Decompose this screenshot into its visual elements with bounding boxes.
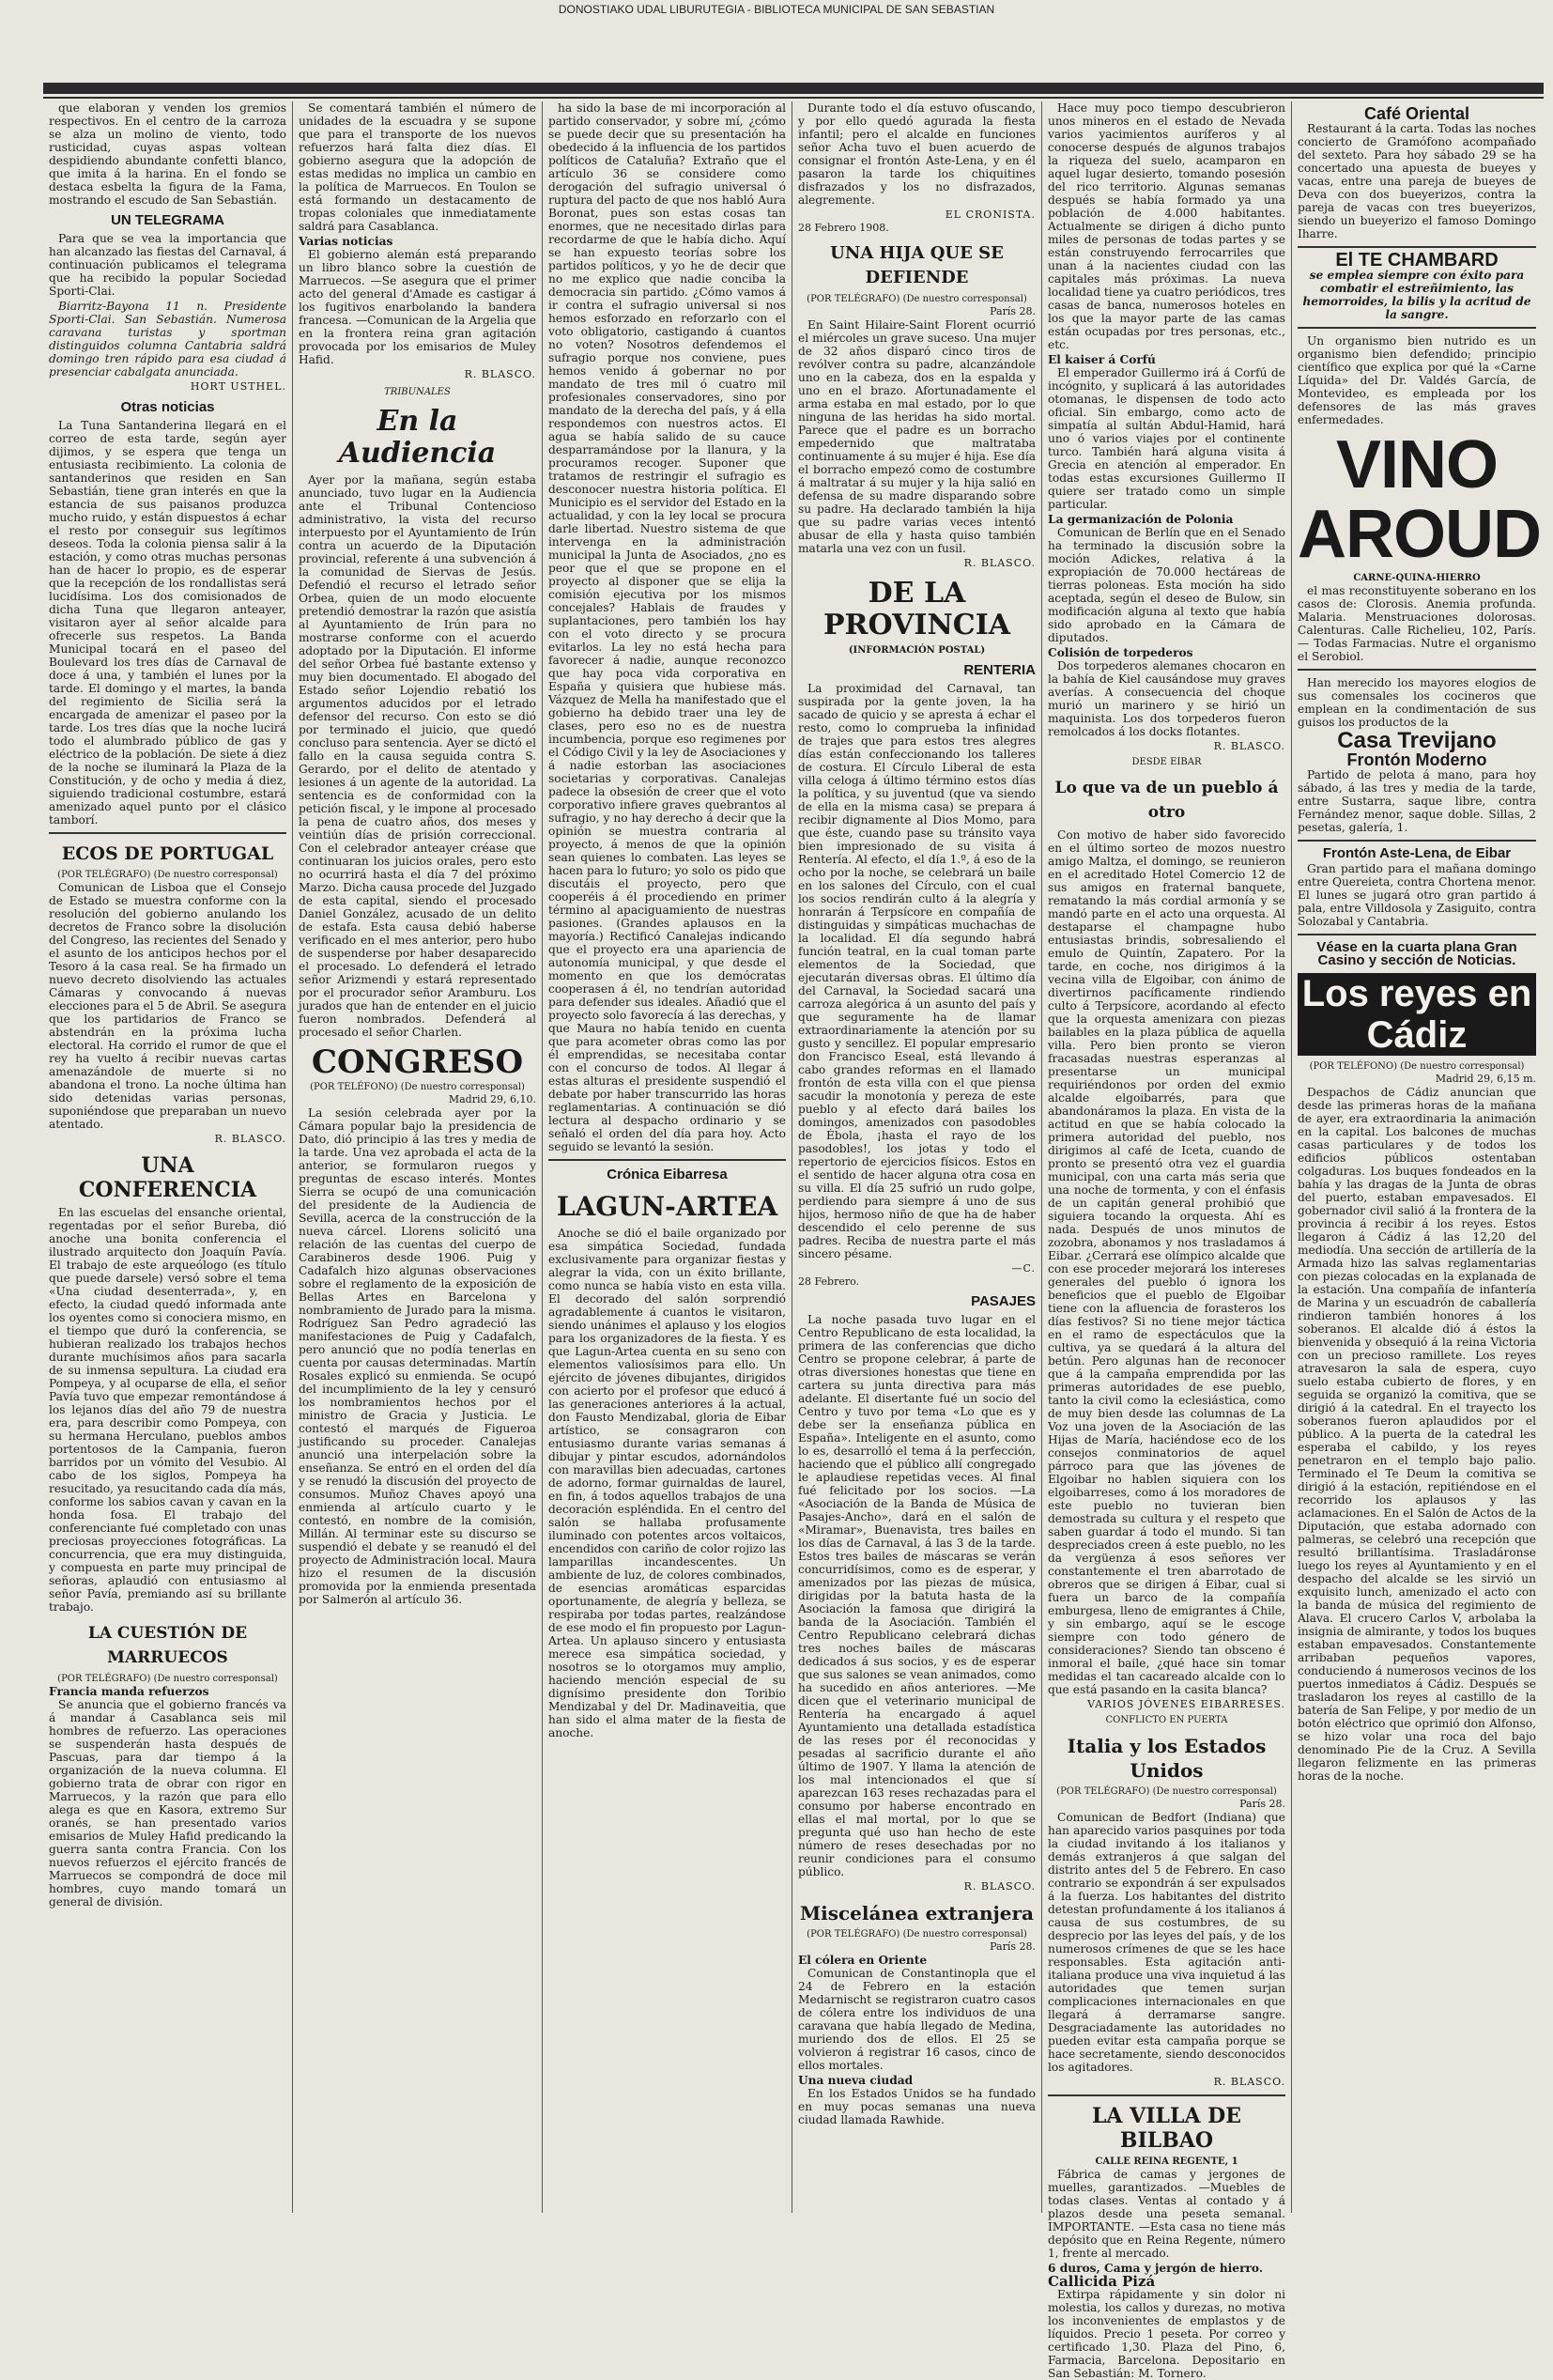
columns xyxy=(43,101,1542,2380)
ad-casa-trevijano: Casa Trevijano xyxy=(1337,728,1497,753)
ad-text: se emplea siempre con éxito para combatir el estreñimiento, las hemorroides, la bilis y la acritud de la sangre. xyxy=(1302,269,1531,321)
signature: HORT USTHEL. xyxy=(190,380,286,393)
ad-text: Fábrica de camas y jergones de muelles, garantizados. —Muebles de todas clases. Ventas al contado y á plazos desde una peseta semanal. IMPORTANTE. —Esta casa no tiene más depósito que en Reina Regente, número 1, frente al mercado. xyxy=(1048,2168,1285,2260)
ad-address: CALLE REINA REGENTE, 1 xyxy=(1095,2156,1238,2167)
headline-marruecos: LA CUESTIÓN DE MARRUECOS xyxy=(87,1624,248,1667)
headline-ecos-portugal: ECOS DE PORTUGAL xyxy=(61,843,274,864)
headline-italia: Italia y los Estados Unidos xyxy=(1067,1735,1267,1782)
signature: EL CRONISTA. xyxy=(945,209,1036,221)
signature: R. BLASCO. xyxy=(963,557,1036,569)
source-line: (POR TELÉFONO) (De nuestro corresponsal) xyxy=(1309,1061,1525,1072)
divider xyxy=(1298,934,1536,935)
article-text: que elaboran y venden los gremios respectivos. En el centro de la carroza se alza un molino de viento, todo rusticidad, cuyas aspas voltean despidiendo abundante confetti blanco, que imita á la harina. En el fondo se destaca esbelta la figura de la Fama, mostrando el escudo de San Sebastián. xyxy=(49,101,286,207)
article-text: Se anuncia que el gobierno francés va á mandar á Casablanca seis mil hombres de refuerzo. Las operaciones se suspenderán hasta después de Pascuas, para dar tiempo á la organización de la nueva columna. El gobierno trata de obrar con rigor en Marruecos, y la razón que para ello alega es que en Kasora, extremo Sur oranés, se han presentado varios emisarios de Muley Hafid predicando la guerra santa contra Francia. Con los nuevos refuerzos el ejército francés de Marruecos se compondrá de doce mil hombres, cuyo mando tomará un general de división. xyxy=(49,1698,286,1909)
article-text: Comunican de Constantinopla que el 24 de Febrero en la estación Medarnischt se registraron cuatro casos de cólera entre los individuos de una caravana que había llegado de Medina, muriendo dos de ellos. El 25 se volvieron á registrar 16 casos, cinco de ellos mortales. xyxy=(798,1967,1036,2072)
ad-text: el mas reconstituyente soberano en los casos de: Clorosis. Anemia profunda. Malaria. Menstruaciones dolorosas. Calenturas. Calle Richelieu, 102, París. — Todas Farmacias. Nutre el organismo el Serobiol. xyxy=(1298,584,1536,663)
ad-text: Extirpa rápidamente y sin dolor ni molestia, los callos y durezas, no motiva los inconvenientes de emplastos y de líquidos. Precio 1 peseta. Por correo y certificado 1,30. Plaza del Pino, 6, Farmacia, Barcelona. Depositario en San Sebastián: M. Tornero. xyxy=(1048,2288,1285,2380)
source-line: (POR TELÉGRAFO) (De nuestro corresponsal) xyxy=(807,294,1027,304)
source-line: (POR TELÉGRAFO) (De nuestro corresponsal) xyxy=(57,870,278,880)
dateline: Madrid 29, 6,10. xyxy=(448,1093,536,1105)
signature: R. BLASCO. xyxy=(214,1133,286,1145)
column-5 xyxy=(1042,101,1292,2380)
article-text: La sesión celebrada ayer por la Cámara popular bajo la presidencia de Dato, dió principio á las tres y media de la tarde. Una vez aprobada el acta de la anterior, se formularon ruegos y preguntas de escaso interés. Montes Sierra se ocupó de una comunicación del presidente de la Audiencia de Sevilla, acerca de la construcción de la nueva cárcel. Llorens solicitó una relación de las cuentas del cuerpo de Carabineros desde 1906. Puig y Cadafalch hizo algunas observaciones sobre el reglamento de la exposición de Bellas Artes en Barcelona y nombramiento de Jurado para la misma. Rodríguez San Pedro agradeció las manifestaciones de Puig y Cadafalch, pero anunció que no podía tenerlas en cuenta por causas determinadas. Martín Rosales explicó su enmienda. Se ocupó del incumplimiento de la ley y censuró los nombramientos hechos por el ministro de Gracia y Justicia. Le contestó el marqués de Figueroa justificando su proceder. Canalejas anunció una interpelación sobre la enseñanza. Se entró en el orden del día y se renudó la discusión del proyecto de consumos. Muñoz Chaves apoyó una enmienda al artículo cuarto y le contestó, en nombre de la comisión, Millán. Al terminar este su discurso se suspendió el debate y se reanudó el del proyecto de Administración local. Maura hizo el resumen de la discusión promovida por la enmienda presentada por Salmerón al artículo 36. xyxy=(299,1106,536,1606)
article-text: Durante todo el día estuvo ofuscando, y por ello quedó agurada la fiesta infantil; pero el alcalde en funciones señor Acha tuvo el buen acuerdo de consignar el frontón Aste-Lena, y en él pasaron la tarde los chiquitines disfrazados y los no disfrazados, alegremente. xyxy=(798,101,1036,207)
subheading: El cólera en Oriente xyxy=(798,1954,928,1967)
article-text: La Tuna Santanderina llegará en el correo de esta tarde, según ayer dijimos, y se espera que tenga un entusiasta recibimiento. La colonia de santanderinos que residen en San Sebastián, tiene gran interés en que la estancia de sus paisanos produzca mucho ruido, y están dispuestos á echar el resto por conseguir sus legítimos deseos. Toda la colonia piensa salir á la estación, y como otras muchas personas han de hacer lo propio, es de esperar que la recepción de los rondallistas será lucidísima. Los dos comisionados de dicha Tuna que llegaron anteayer, visitaron ayer al señor alcalde para ofrecerle sus respetos. La Banda Municipal tocará en el paseo del Boulevard los tres días de Carnaval de doce á una, y también el lunes por la tarde. El domingo y el martes, la banda del regimiento de Sicilia será la encargada de amenizar el paseo por la tarde. Los tres días que la noche lucirá todo el alumbrado público de gas y eléctrico de la población. De siete á diez de la noche se iluminará la Plaza de la Constitución, y de ocho y media á diez, siguiendo tradicional costumbre, estará amenizado aquel punto por el clásico tamborí. xyxy=(49,419,286,827)
divider xyxy=(1048,2094,1285,2096)
dateline: París 28. xyxy=(990,1940,1036,1953)
article-text: Para que se vea la importancia que han alcanzado las fiestas del Carnaval, á continuación publicamos el telegrama que ha recibido la popular Sociedad Sporti-Clai. xyxy=(49,232,286,298)
ad-cafe-oriental: Café Oriental xyxy=(1363,104,1470,123)
source-line: (POR TELÉFONO) (De nuestro corresponsal) xyxy=(310,1082,525,1092)
source-line: (INFORMACIÓN POSTAL) xyxy=(848,645,986,656)
headline-otras-noticias: Otras noticias xyxy=(120,399,215,415)
masthead-rule-thin xyxy=(43,97,1544,99)
headline-telegrama: UN TELEGRAMA xyxy=(111,212,224,228)
article-text: Hace muy poco tiempo descubrieron unos mineros en el estado de Nevada varios yacimientos auríferos y al conocerse después de algunos trabajos la riqueza del suelo, acamparon en aquel lugar desierto, tomando posesión del rico territorio. Algunas semanas después se había formado ya una población de 4.000 habitantes. Actualmente se dirigen á dicho punto miles de personas de todas partes y se están construyendo ferrocarriles que unan á la nacientes ciudad con las capitales más próximas. La nueva localidad tiene ya cuatro periódicos, tres casas de banca, numerosos hoteles en los que la mayor parte de las camas están ocupadas por tres personas, etc., etc. xyxy=(1048,101,1285,351)
telegram-quote: Biarritz-Bayona 11 n. Presidente Sporti-Clai. San Sebastián. Numerosa caravana turistas y sportman distinguidos columna Cantabria saldrá domingo tren rápido para esa ciudad á presenciar cabalgata anunciada. xyxy=(49,300,286,379)
ad-text: Un organismo bien nutrido es un organismo bien defendido; principio científico que explica por qué la «Carne Líquida» del Dr. Valdés García, de Montevideo, es empleada por los defensores de las más graves enfermedades. xyxy=(1298,334,1536,426)
article-text: El gobierno alemán está preparando un libro blanco sobre la cuestión de Marruecos. —Se asegura que el primer acto del general d'Amade es castigar á los fugitivos enarbolando la bandera francesa. —Comunican de la Argelia que en la frontera reina gran agitación provocada por los emisarios de Muley Hafid. xyxy=(299,248,536,366)
section-label: CONFLICTO EN PUERTA xyxy=(1105,1715,1228,1725)
date-line: 28 Febrero 1908. xyxy=(798,222,889,234)
divider xyxy=(1298,669,1536,671)
subheading: Colisión de torpederos xyxy=(1048,646,1193,659)
subheading: La germanización de Polonia xyxy=(1048,513,1234,526)
section-label: TRIBUNALES xyxy=(384,387,451,397)
ad-text: Han merecido los mayores elogios de sus comensales los cocineros que emplean en la condimentación de sus guisos los productos de la xyxy=(1298,676,1536,729)
date-line: 28 Febrero. xyxy=(798,1275,860,1288)
article-text: La noche pasada tuvo lugar en el Centro Republicano de esta localidad, la primera de las conferencias que dicho Centro se propone celebrar, á parte de otras diversiones honestas que tiene en cartera su junta directiva para más adelante. El disertante fué un socio del Centro y tuvo por tema «Lo que es y debe ser la enseñanza pública en España». Inteligente en el asunto, como lo es, desarrolló el tema á la perfección, haciendo que el público allí congregado le aplaudiese repetidas veces. Al final fué felicitado por los socios. —La «Asociación de la Banda de Música de Pasajes-Ancho», dará en el salón de «Miramar», Buenavista, tres bailes en los días de Carnaval, á las 3 de la tarde. Estos tres bailes de máscaras se verán concurridísimos, como es de esperar, y amenizados por las piezas de música, dirigidas por la batuta hasta de la Asociación la famosa que dirigirá la banda de la Asociación. También el Centro Republicano celebrará dichas tres noches bailes de máscaras dedicados á sus socios, y es de esperar que sus salones se vean animados, como ha sucedido en años anteriores. —Me dicen que el veterinario municipal de Rentería ha encargado á aquel Ayuntamiento una detallada estadística de las reses por él reconocidas y pesadas al sacrificio durante el año último de 1907. Y llama la atención de los mal intencionados el que sí aparezcan 163 reses rechazadas para el consumo por haberse encontrado en ellas el mal mortal, por lo que se pregunta qué uso han hecho de este número de reses desechadas por no reunir condiciones para el consumo público. xyxy=(798,1313,1036,1878)
divider xyxy=(1298,246,1536,248)
article-text: Despachos de Cádiz anuncian que desde las primeras horas de la mañana de ayer, era extraordinaria la animación en la capital. Los balcones de muchas casas particulares y de todos los edificios públicos ostentaban colgaduras. Los buques fondeados en la bahía y las dragas de la Junta de obras del puerto, estaban empavesados. El gobernador civil salió á la frontera de la provincia á recibir á los reyes. Estos llegaron á Cádiz á las 12,20 del mediodía. Una sección de artillería de la Armada hizo las salvas reglamentarias con piezas colocadas en la explanada de la estación. Una compañía de infantería de Marina y un escuadrón de caballería rindieron también honores á los soberanos. El alcalde dió á éstos la bienvenida y obsequió á la reina Victoria con un precioso ramillete. Los reyes atravesaron la sala de espera, cuyo suelo estaba cubierto de flores, y en seguida se organizó la comitiva, que se dirigió á la catedral. En el trayecto los soberanos fueron aplaudidos por el público. A la puerta de la catedral les esperaba el cabildo, y los reyes penetraron en el templo bajo palio. Terminado el Te Deum la comitiva se dirigió á la estación, repitiéndose en el recorrido los aplausos y las aclamaciones. En el Salón de Actos de la Diputación, que estaba adornado con palmeras, se celebró una recepción que resultó brillantísima. Trasladáronse luego los reyes al Ayuntamiento y en el despacho del alcalde se les sirvió un exquisito lunch, amenizado el acto con la banda de música del regimiento de Alava. El crucero Carlos V, arbolaba la insignia de almirante, y todos los buques estaban empavesados. Constantemente arribaban pequeños vapores, conduciendo á numerosos vecinos de los puertos inmediatos á Cádiz. Después se trasladaron los reyes al castillo de la batería de San Felipe, y por medio de un botón eléctrico que oprimió don Alfonso, se hizo volar una roca del bajo denominado Pie de la Cruz. A Sevilla llegaron felizmente en las primeras horas de la noche. xyxy=(1298,1086,1536,1783)
article-text: Con motivo de haber sido favorecido en el último sorteo de mozos nuestro amigo Maltza, el domingo, se reunieron en el acreditado Hotel Comercio 12 de sus amigos en fraternal banquete, rematando la más cordial armonía y se mandó parte en el acto una orquesta. Al destaparse el champagne hubo entusiastas brindis, sobresaliendo el emulo de Quintín, Zapatero. Por la tarde, en coche, nos dirigimos á la vecina villa de Elgoibar, con ánimo de divertirnos pacíficamente rindiendo culto á Terpsícore, acordando al efecto que la orquesta amenizara con piezas bailables en la plaza pública de aquella villa. Pero bien pronto se vieron fracasadas nuestras esperanzas al presentarse un municipal requiriéndonos por orden del exmio alcalde elgoibarrés, para que abandonáramos la plaza. En vista de la actitud en que se había colocado la primera autoridad del pueblo, nos dirigimos al café de Iceta, cuando de pronto se presentó otra vez el guardia municipal, con una carta más seria que una noche de tormenta, y con el énfasis de un capitán general prohibió que siguiera tocando la orquesta. Ahí es nada. Después de unos minutos de zozobra, abonamos y nos trasladamos á Eibar. ¿Cerrará ese olímpico alcalde que con ese proceder mejorará los intereses generales del pueblo ó ignora los beneficios que el pueblo de Elgoibar tiene con la afluencia de forasteros los días festivos? Si no tiene mejor táctica en el ramo de espectáculos que la cultiva, ya se quedará á la altura del betún. Pero algunas han de reconocer que á la campaña emprendida por las primeras autoridades de ese pueblo, tanto la civil como la eclesiástica, como de muy bien desde las columnas de La Voz una joven de la Asociación de las Hijas de María, haciéndose eco de los consejos conminatorios de aquel párroco para que las jóvenes de Elgoibar no hablen siquiera con los elgoibarreses, como á los moradores de este pueblo no tuvieran bien demostrada su cultura y el respeto que saben guardar á todo el mundo. Si tan despreciados creen á este pueblo, no les da vergüenza á esos señores ver constantemente el tren abarrotado de obreros que se dirigen á Eibar, cual si fuera un barco de la compañía emburgesa, lleno de emigrantes á Chile, y sin embargo, aquí se le escoge siempre con todo género de consideraciones? Siendo tan obsceno é inmoral el baile, ¿qué hace sin tomar medidas el tan cacareado alcalde con lo que está pasando en la casita blanca? xyxy=(1048,828,1285,1696)
article-text: Dos torpederos alemanes chocaron en la bahía de Kiel causándose muy graves averías. A consecuencia del choque murió un marinero y se hirió un maquinista. Los dos torpederos fueron remolcados á los docks flotantes. xyxy=(1048,659,1285,738)
headline-lagun-artea: LAGUN-ARTEA xyxy=(556,1191,778,1222)
signature: R. BLASCO. xyxy=(1213,2076,1285,2088)
divider xyxy=(49,832,286,834)
headline-provincia: DE LA PROVINCIA xyxy=(823,577,1010,641)
notice-vease: Véase en la cuarta plana Gran Casino y sección de Noticias. xyxy=(1316,939,1517,968)
article-text: En las escuelas del ensanche oriental, regentadas por el señor Bureba, dió anoche una bonita conferencia el ilustrado arquitecto don Joaquín Pavía. El trabajo de este arqueólogo (es título que puede darsele) versó sobre el tema «Una ciudad desenterrada», y, en efecto, la ciudad quedó informada ante los oyentes como si conociera mismo, en el tiempo que duró la conferencia, se hubieran realizado los trabajos hechos durante muchísimos años para sacarla de su inmensa sepultura. La ciudad era Pompeya, y al ocuparse de ella, el señor Pavía tuvo que empezar remontándose á los lejanos días del año 79 de nuestra era, para describir como Pompeya, con su hermana Herculano, pueblos ambos portentosos de la Campania, fueron barridos por un vómito del Vesubio. Al cabo de los siglos, Pompeya ha resucitado, ya resucitando cada día más, conforme los sabios cavan y cavan en la honda fosa. El trabajo del conferenciante fué completado con unas preciosas proyecciones fotográficas. La concurrencia, que era muy distinguida, y compuesta en parte muy principal de señoras, aplaudió con entusiasmo al señor Pavía, premiando así su brillante trabajo. xyxy=(49,1206,286,1614)
article-text: En los Estados Unidos se ha fundado en muy pocas semanas una nueva ciudad llamada Rawhide. xyxy=(798,2087,1036,2126)
headline-pueblo: Lo que va de un pueblo á otro xyxy=(1054,779,1279,822)
dateline: Madrid 29, 6,15 m. xyxy=(1435,1073,1536,1085)
article-text: Comunican de Bedfort (Indiana) que han aparecido varios pasquines por toda la ciudad invitando á los italianos y demás extranjeros á que salgan del distrito antes del 5 de Febrero. En caso contrario se expondrán á ser expulsados á la fuerza. Los habitantes del distrito detestan profundamente á los italianos á causa de sus costumbres, de su desprecio por las leyes del país, y de los numerosos crímenes de que se les hace responsables. Esta agitación anti-italiana produce una viva inquietud á las autoridades que temen surjan complicaciones internacionales en que llegará á derramarse sangre. Desgraciadamente las autoridades no pueden evitar esta campaña porque se hace secretamente, siendo desconocidos los agitadores. xyxy=(1048,1811,1285,2074)
article-text: En Saint Hilaire-Saint Florent ocurrió el miércoles un grave suceso. Una mujer de 32 años disparó cinco tiros de revólver contra su padre, alcanzándole uno en la cabeza, dos en la espalda y uno en el brazo. Afortunadamente el arma estaba en mal estado, por lo que ninguna de las heridas ha sido mortal. Parece que el padre es un borracho empedernido que maltrataba continuamente á su mujer é hija. Ese día el borracho empezó como de costumbre á maltratar á su mujer y la hija salió en defensa de su madre disparando sobre su padre. Ha declarado también la hija que su padre varias veces intentó abusar de ella y hasta quiso también matarla una vez con un fusil. xyxy=(798,318,1036,555)
dateline: París 28. xyxy=(990,305,1036,317)
ad-text: Restaurant á la carta. Todas las noches concierto de Gramófono acompañado del sexteto. Para hoy sábado 29 se ha concertado una apuesta de bueyes y vacas, entre una pareja de bueyes de Deva con dos bueyerizos, contra la pareja de vacas con tres bueyerizos, siendo un bueyerizo el famoso Domingo Iharre. xyxy=(1298,122,1536,240)
ad-fronton-aste-lena: Frontón Aste-Lena, de Eibar xyxy=(1322,845,1512,861)
headline-cronica-eibarresa: Crónica Eibarresa xyxy=(607,1167,728,1182)
column-1 xyxy=(43,101,293,2213)
ad-vino-aroud: VINO AROUD xyxy=(1298,427,1541,572)
article-text: Ayer por la mañana, según estaba anunciado, tuvo lugar en la Audiencia ante el Tribunal Contencioso administrativo, la vista del recurso interpuesto por el Ayuntamiento de Irún contra un acuerdo de la Diputación provincial, referente á una subvención á la comunidad de Siervas de Jesús. Defendió el recurso el letrado señor Orbea, quien de un modo elocuente pretendió demostrar la razón que asistía al Ayuntamiento de Irún para no mostrarse conforme con el acuerdo adoptado por la Diputación. El informe del señor Orbea fué bastante extenso y muy bien documentado. El abogado del Estado señor Lojendio rebatió los argumentos aducidos por el letrado defensor del recurso. Con esto se dió por terminado el juicio, que quedó concluso para sentencia. Ayer se dictó el fallo en la causa seguida contra S. Gerardo, por el delito de atentado y lesiones á un agente de la autoridad. La sentencia es de conformidad con la petición fiscal, y le impone al procesado la pena de cuatro años, dos meses y veintiún días de prisión correccional. Con el celebrador anteayer créase que continuaran los juicios orales, pero esto no ocurrirá hasta el día 7 del próximo Marzo. Dicha causa procede del Juzgado de esta capital, siendo el procesado Daniel González, acusado de un delito de estafa. Esta causa debió haberse verificado en el mes anterior, pero hubo de suspenderse por haber desaparecido el procesado. Lo defenderá el letrado señor Arizmendi y estará representado por el procurador señor Aramburu. Los jurados que han de entender en el juicio fueron nombrados. Defenderá al procesado el señor Charlen. xyxy=(299,473,536,1039)
ad-subtitle: CARNE-QUINA-HIERRO xyxy=(1353,573,1481,583)
article-text: Comunican de Lisboa que el Consejo de Estado se muestra conforme con la resolución del gobierno anulando los decretos de Franco sobre la disolución del Congreso, las recientes del Senado y el asunto de los anticipos hechos por el Tesoro á la casa real. Se ha firmado un nuevo decreto disolviendo las actuales Cámaras y convocando á nuevas elecciones para el 5 de Abril. Se asegura que los partidarios de Franco se abstendrán en la próxima lucha electoral. Ha corrido el rumor de que el rey ha vuelto á recibir nuevas cartas amenazándole de muerte si no abandona el trono. La noche última han sido detenidas varias personas, suponiéndose que preparaban un nuevo atentado. xyxy=(49,881,286,1131)
divider xyxy=(548,1159,786,1161)
column-6 xyxy=(1292,101,1542,2213)
signature: R. BLASCO. xyxy=(1213,740,1285,752)
dateline: París 28. xyxy=(1239,1798,1285,1810)
signature: VARIOS JÓVENES EIBARRESES. xyxy=(1087,1698,1285,1710)
ad-fronton-moderno: Frontón Moderno xyxy=(1346,750,1487,769)
ad-villa-bilbao: LA VILLA DE BILBAO xyxy=(1091,2104,1242,2153)
subheading: Una nueva ciudad xyxy=(798,2074,914,2087)
headline-reyes-cadiz: Los reyes en Cádiz xyxy=(1298,973,1536,1056)
ad-te-chambard: El TE CHAMBARD xyxy=(1335,250,1499,270)
divider xyxy=(1298,840,1536,842)
source-line: (POR TELÉGRAFO) (De nuestro corresponsal) xyxy=(1056,1786,1277,1797)
article-text: Se comentará también el número de unidades de la escuadra y se supone que para el transporte de los nuevos refuerzos hará falta diez días. El gobierno asegura que la adopción de estas medidas no implica un cambio en la política de Marruecos. En Toulon se está formando un destacamento de tropas coloniales que inmediatamente saldrá para Casablanca. xyxy=(299,101,536,233)
column-3 xyxy=(543,101,792,2213)
article-text: La proximidad del Carnaval, tan suspirada por la gente joven, la ha sacado de quicio y se apresta á echar el resto, como lo comprueba la infinidad de trajes que para estos tres alegres días están confeccionando los talleres de costura. El Círculo Liberal de esta villa celoga á último término estos días la política, y su juventud (que va siendo de ella en la misma casa) se prepara á recibir dignamente al Dios Momo, para que éste, cuando pase su tránsito vaya bien impresionado de su visita á Rentería. Al efecto, el día 1.º, á eso de la ocho por la noche, se celebrará un baile en los salones del Círculo, con el cual los socios rendirán culto á la alegría y honrarán á Terpsícore en compañía de distinguidas y simpáticas muchachas de la localidad. El día segundo habrá función teatral, en la cual toman parte elementos de la Sociedad, que ejecutarán diversas obras. El último día del Carnaval, la Sociedad sacará una carroza alegórica á un asunto del país y que seguramente ha de llamar extraordinariamente la atención por su gusto y sencillez. El popular empresario don Francisco Eseal, está llevando á cabo grandes reformas en el llamado frontón de esta villa con el que piensa sacudir la monotonía y pereza de este pueblo y al efecto dará bailes los domingos, amenizados con pasodobles de Ébola, ¡hasta el rayo de los pasodobles!, los jotas y todo el repertorio de ejercicios físicos. Estos en el sentido de hacer alguna otra cosa en su villa. El día 25 sufrió un rudo golpe, perdiendo para siempre á uno de sus hijos, hermoso niño de que ha de haber descendido el celo perenne de sus padres. Reciba de nuestra parte el más sincero pésame. xyxy=(798,682,1036,1260)
divider xyxy=(1298,327,1536,329)
ad-text: Gran partido para el mañana domingo entre Quereieta, contra Chortena menor. El lunes se jugará otro gran partido á pala, entre Villdosola y Zasiguito, contra Solozabal y Cantabria. xyxy=(1298,862,1536,928)
headline-audiencia: En la Audiencia xyxy=(338,405,497,470)
headline-renteria: RENTERIA xyxy=(963,662,1036,678)
subheading: Francia manda refuerzos xyxy=(49,1685,209,1698)
library-header: DONOSTIAKO UDAL LIBURUTEGIA - BIBLIOTECA MUNICIPAL DE SAN SEBASTIAN xyxy=(558,3,995,16)
headline-congreso: CONGRESO xyxy=(311,1043,524,1081)
headline-pasajes: PASAJES xyxy=(971,1293,1036,1309)
column-2 xyxy=(293,101,543,2213)
column-4 xyxy=(792,101,1042,2213)
subheading: Varias noticias xyxy=(299,235,393,248)
masthead-rule xyxy=(43,83,1544,94)
article-text: Comunican de Berlín que en el Senado ha terminado la discusión sobre la moción Adickes, relativa á la expropiación de 70.000 hectáreas de tierras poloneas. Esta moción ha sido aceptada, según el deseo de Bulow, sin modificación alguna al texto que había sido aprobado en la Cámara de diputados. xyxy=(1048,526,1285,644)
ad-callicida: Callicida Pizá xyxy=(1048,2273,1156,2290)
ad-text: Partido de pelota á mano, para hoy sábado, á las tres y media de la tarde, entre Sustarra, saque libre, contra Fernández menor, saque doble. Sillas, 2 pesetas, galería, 1. xyxy=(1298,768,1536,834)
headline-conferencia: UNA CONFERENCIA xyxy=(78,1153,257,1202)
section-label: DESDE EIBAR xyxy=(1131,757,1202,767)
headline-hija-defiende: UNA HIJA QUE SE DEFIENDE xyxy=(830,243,1004,287)
signature: R. BLASCO. xyxy=(963,1880,1036,1893)
signature: —C. xyxy=(1011,1262,1036,1275)
signature: R. BLASCO. xyxy=(464,368,536,380)
source-line: (POR TELÉGRAFO) (De nuestro corresponsal) xyxy=(807,1929,1027,1940)
subheading: El kaiser á Corfú xyxy=(1048,353,1156,366)
headline-miscelanea: Miscelánea extranjera xyxy=(799,1902,1035,1924)
ad-price: 6 duros, Cama y jergón de hierro. xyxy=(1048,2262,1264,2275)
source-line: (POR TELÉGRAFO) (De nuestro corresponsal) xyxy=(57,1674,278,1684)
article-text: Anoche se dió el baile organizado por esa simpática Sociedad, fundada exclusivamente para organizar fiestas y alegrar la vida, con un éxito brillante, como nunca se había visto en esta villa. El decorado del salón sorprendió agradablemente á cuantos le visitaron, siendo unánimes el aplauso y los elogios para los organizadores de la fiesta. Y es que Lagun-Artea cuenta en su seno con elementos valiosísimos para ello. Un ejército de jóvenes dibujantes, dirigidos con acierto por el profesor que educó á las generaciones anteriores á la actual, don Fausto Mendizabal, gloria de Eibar artístico, se consagraron con entusiasmo durante varias semanas á dibujar y pintar escudos, adornándolos con maravillas bien adecuadas, cartones de adorno, formar guirnaldas de laurel, en fin, á todos aquellos trabajos de una decoración espléndida. En el centro del salón se hallaba profusamente iluminado con potentes arcos voltaicos, encendidos con cariño de color rojizo las lamparillas incandescentes. Un ambiente de luz, de colores combinados, de esencias aromáticas esparcidas oportunamente, de alegría y belleza, se respiraba por todas partes, realzándose de ese modo el fin propuesto por Lagun-Artea. Un aplauso sincero y entusiasta merece esa simpática sociedad, y nosotros se lo otorgamos muy amplio, haciendo mención especial de su dignísimo presidente don Toribio Mendizabal y del Dr. Madinaveitia, que han sido el alma mater de la fiesta de anoche. xyxy=(548,1227,786,1739)
article-text: El emperador Guillermo irá á Corfú de incógnito, y suplicará á las autoridades otomanas, le dispensen de todo acto oficial. Sin embargo, como acto de simpatía al sultán Abdul-Hamid, hará uno ó varios viajes por el continente turco. También hará alguna visita á Grecia en atención al emperador. En todas estas excursiones Guillermo II quiere ser tratado como un simple particular. xyxy=(1048,366,1285,511)
article-text: ha sido la base de mi incorporación al partido conservador, y sobre mí, ¿cómo se puede decir que su presentación ha obedecido á la influencia de los partidos políticos de Cataluña? Extraño que el artículo 36 se considere como derogación del sufragio universal ó ruptura del pacto de que nos habló Aura Boronat, pues son estas cosas tan enormes, que ne necesitado dirlas para recordarme de que le había dicho. Aquí se han expuesto teorías sobre los partidos políticos, y yo he de decir que no me explico que nadie conciba la democracia sin partido. ¿Cómo vamos á ir contra el sufragio universal si nos hemos esforzado en reforzarlo con el voto obligatorio, castigando á cuantos no voten? Nosotros defendemos el sufragio porque nos conviene, pues hemos venido á gobernar no por mandato de tres mil ó cuatro mil profesionales conservadores, sino por mandato de la derecha del país, y á ella respondemos con nuestros actos. El agua se había salido de su cauce desparramándose por la llanura, y la procuramos recoger. Suponer que tratamos de restringir el sufragio es desconocer nuestra historia política. El Municipio es el servidor del Estado en la actualidad, y con la ley local se procura darle libertad. Nuestro sistema de que intervenga en la administración municipal la Junta de Asociados, ¿no es peor que el que se propone en el proyecto al disponer que se elija la comisión ejecutiva por los mismos concejales? Hablais de fraudes y suplantaciones, pero también los hay con el voto directo y se procura evitarlos. La ley no está hecha para favorecer á nadie, aunque reconozco que hay poca vida corporativa en España y quisiera que hubiese más. Vázquez de Mella ha manifestado que el gobierno ha debido traer una ley de clases, pero eso no es de nuestra incumbencia, porque eso regimenes por el Código Civil y la ley de Asociaciones y á nadie estorban las asociaciones societarias y corporativas. Canalejas padece la obsesión de creer que el voto corporativo infiere graves quebrantos al sufragio, y no hay derecho á decir que la opinión se muestra contraria al proyecto, á menos de que la opinión sean quienes lo combaten. Las leyes se hacen para lo futuro; yo solo os pido que discutáis el proyecto, pero que cooperéis á él procediendo en primer término al apaciguamiento de nuestras pasiones. (Grandes aplausos en la mayoría.) Rectificó Canalejas indicando que el proyecto era una apariencia de autonomía municipal, y que desde el momento en que los demócratas cooperasen á él, no tendrían autoridad para defender sus ideales. Añadió que el proyecto solo favorecía á las derechas, y que Maura no había tenido en cuenta que para acometer obras como las por él emprendidas, se necesitaba contar con el concurso de todos. Al llegar á estas alturas el presidente suspendió el debate por haber transcurrido las horas reglamentarias. A continuación se dió lectura al despacho ordinario y se señaló el orden del día para hoy. Acto seguido se levantó la sesión. xyxy=(548,101,786,1153)
